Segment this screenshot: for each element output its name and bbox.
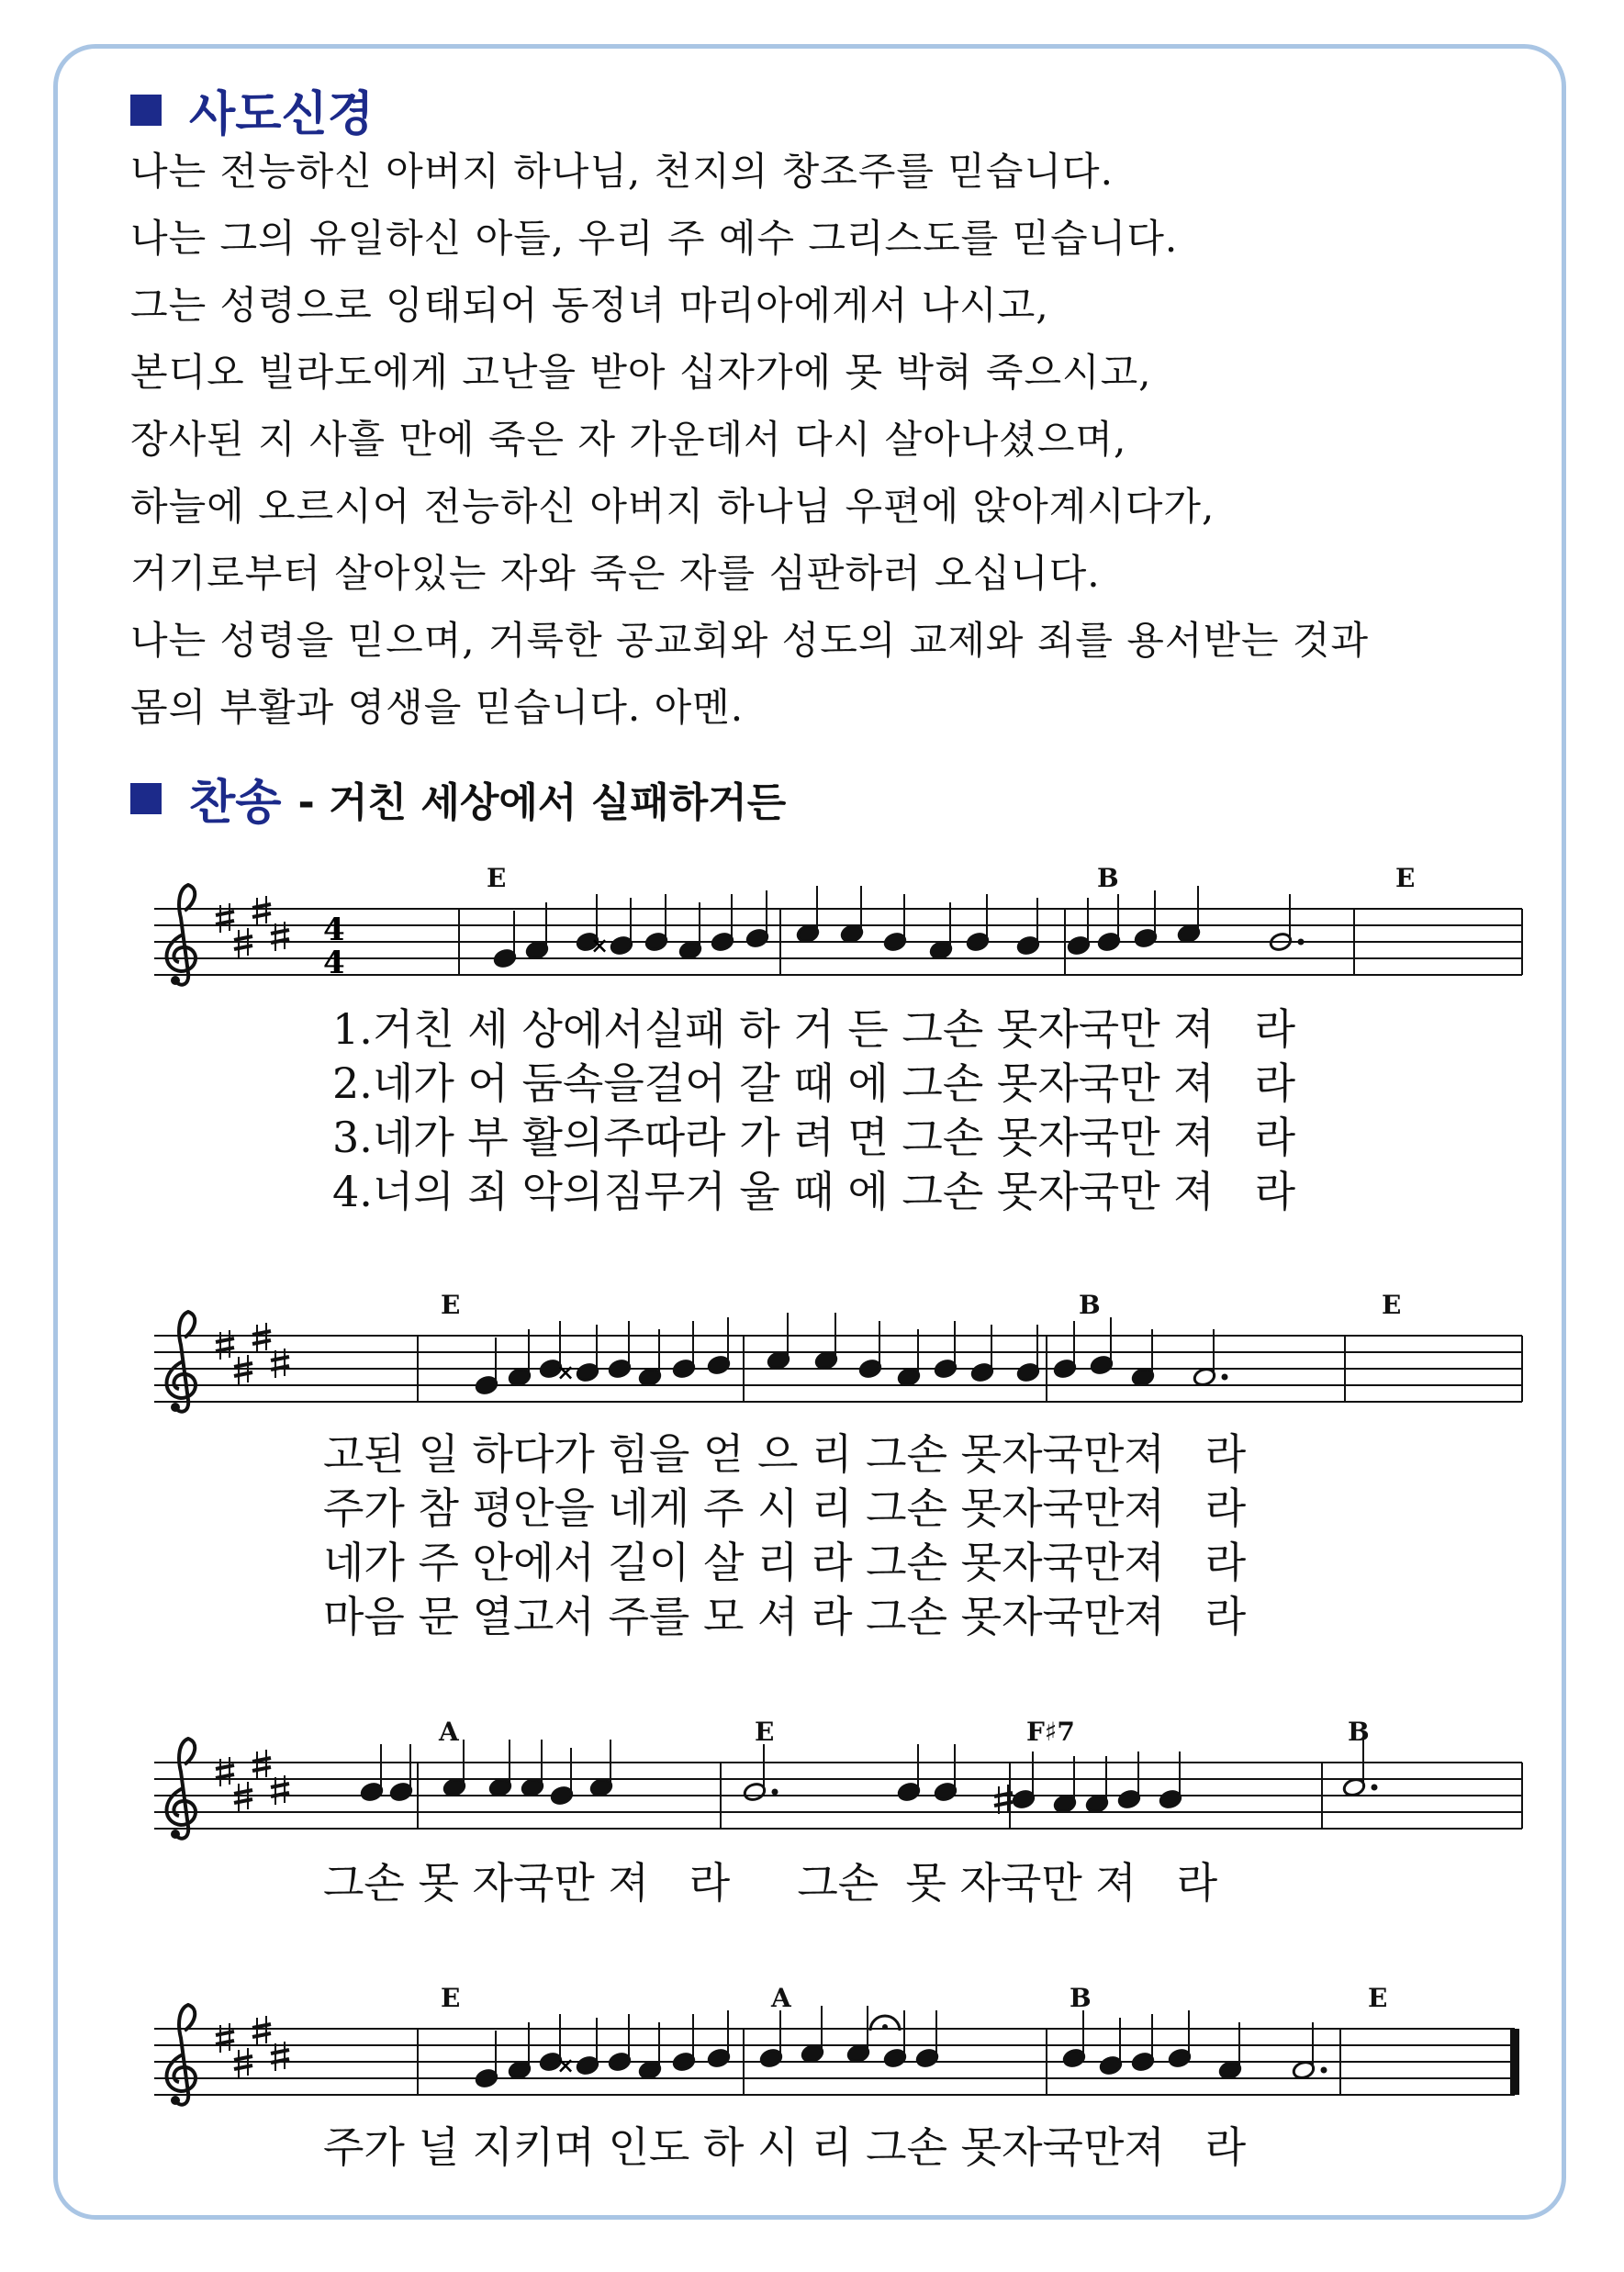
hymn-title: 찬송 (189, 776, 282, 831)
lyric-line: 그손 못 자국만 져 라 그손 못 자국만 져 라 (323, 1858, 1218, 1908)
music-system (154, 885, 1522, 985)
treble-clef-icon (167, 885, 196, 985)
lyric-line: 4.너의 죄 악의짐무거 울 때 에 그손 못자국만 져 라 (332, 1167, 1296, 1216)
lyric-line: 주가 널 지키며 인도 하 시 리 그손 못자국만져 라 (323, 2122, 1247, 2172)
creed-line: 나는 그의 유일하신 아들, 우리 주 예수 그리스도를 믿습니다. (130, 216, 1179, 261)
treble-clef-icon (167, 2005, 196, 2105)
fermata-dot (882, 2024, 888, 2030)
lyric-line: 마음 문 열고서 주를 모 셔 라 그손 못자국만져 라 (323, 1592, 1247, 1641)
sharp-icon (216, 903, 234, 933)
time-signature: 4 (323, 945, 345, 981)
creed-line: 몸의 부활과 영생을 믿습니다. 아멘. (130, 685, 745, 730)
chord-symbol: B (1097, 863, 1119, 893)
treble-clef-icon (167, 1739, 196, 1839)
creed-line: 장사된 지 사흘 만에 죽은 자 가운데서 다시 살아나셨으며, (130, 417, 1127, 462)
lyric-line: 네가 주 안에서 길이 살 리 라 그손 못자국만져 라 (323, 1538, 1247, 1587)
music-system (154, 2005, 1515, 2105)
sharp-icon (252, 1750, 271, 1779)
lyric-line: 1.거친 세 상에서실패 하 거 든 그손 못자국만 져 라 (332, 1004, 1296, 1054)
lyric-line: 고된 일 하다가 힘을 얻 으 리 그손 못자국만져 라 (323, 1429, 1247, 1479)
chord-symbol: A (439, 1717, 459, 1747)
chord-symbol: A (771, 1983, 791, 2013)
dot (1372, 1785, 1378, 1791)
time-signature: 4 (323, 912, 345, 948)
sharp-icon (252, 1323, 271, 1352)
chord-symbol: F♯7 (1026, 1717, 1075, 1747)
creed-line: 하늘에 오르시어 전능하신 아버지 하나님 우편에 앉아계시다가, (130, 484, 1215, 529)
creed-line: 그는 성령으로 잉태되어 동정녀 마리아에게서 나시고, (130, 283, 1049, 328)
creed-line: 나는 성령을 믿으며, 거룩한 공교회와 성도의 교제와 죄를 용서받는 것과 (130, 618, 1370, 663)
creed-title: 사도신경 (189, 87, 374, 142)
lyric-line: 2.네가 어 둠속을걸어 갈 때 에 그손 못자국만 져 라 (332, 1058, 1296, 1108)
chord-symbol: B (1079, 1290, 1101, 1320)
sharp-icon (216, 1757, 234, 1786)
chord-symbol: E (487, 863, 507, 893)
sharp-icon (216, 1330, 234, 1360)
chord-symbol: E (1395, 863, 1416, 893)
music-system (154, 1312, 1522, 1412)
creed-line: 본디오 빌라도에게 고난을 받아 십자가에 못 박혀 죽으시고, (130, 350, 1152, 395)
chord-symbol: E (755, 1717, 775, 1747)
hymn-subtitle: - 거친 세상에서 실패하거든 (297, 778, 787, 826)
double-sharp-icon: × (556, 1359, 576, 1385)
chord-symbol: E (441, 1983, 461, 2013)
double-sharp-icon: × (590, 932, 610, 958)
sharp-icon (252, 2016, 271, 2045)
creed-line: 나는 전능하신 아버지 하나님, 천지의 창조주를 믿습니다. (130, 149, 1114, 194)
dot (1298, 939, 1305, 946)
sharp-icon (252, 896, 271, 925)
music-system (154, 1739, 1522, 1839)
dot (1321, 2067, 1327, 2074)
lyric-line: 주가 참 평안을 네게 주 시 리 그손 못자국만져 라 (323, 1483, 1247, 1533)
chord-symbol: E (1382, 1290, 1402, 1320)
creed-line: 거기로부터 살아있는 자와 죽은 자를 심판하러 오십니다. (130, 551, 1101, 596)
chord-symbol: B (1070, 1983, 1092, 2013)
chord-symbol: E (1368, 1983, 1388, 2013)
dot (772, 1789, 778, 1796)
chord-symbol: B (1348, 1717, 1370, 1747)
chord-symbol: E (441, 1290, 461, 1320)
lyric-line: 3.네가 부 활의주따라 가 려 면 그손 못자국만 져 라 (332, 1113, 1296, 1162)
dot (1222, 1374, 1228, 1381)
double-sharp-icon: × (556, 2052, 576, 2078)
treble-clef-icon (167, 1312, 196, 1412)
sharp-icon (216, 2023, 234, 2053)
